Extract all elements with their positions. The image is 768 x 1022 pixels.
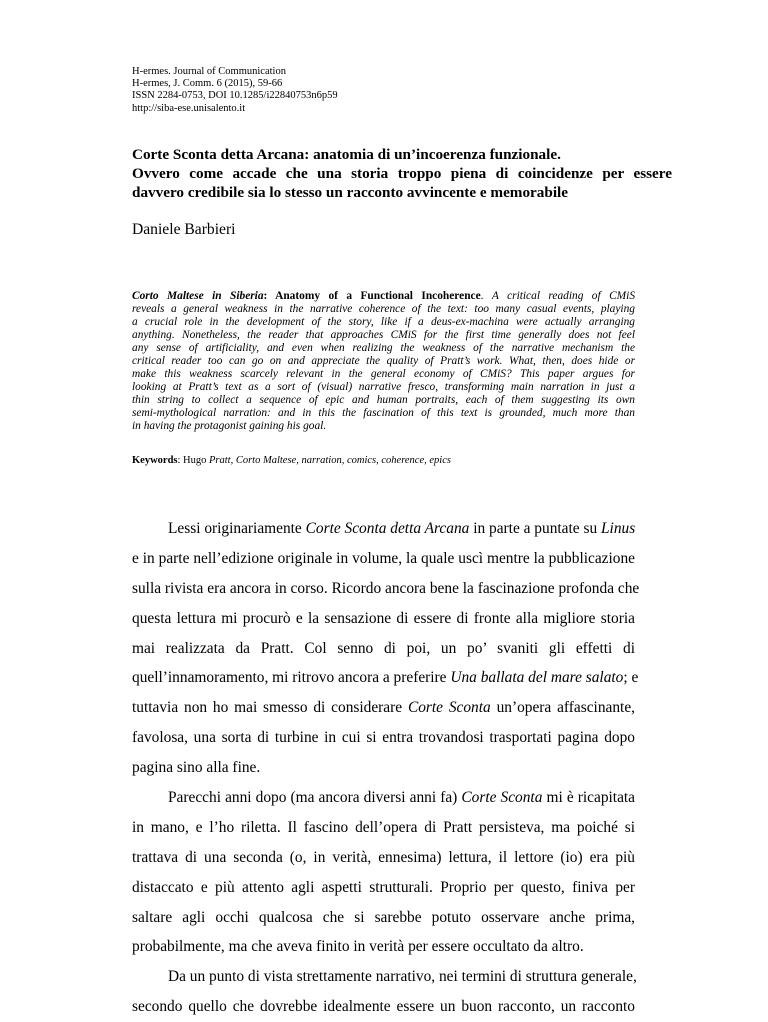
- body-line: pagina sino alla fine.: [132, 759, 261, 777]
- body-line: secondo quello che dovrebbe idealmente essere un buon racconto, un racconto: [132, 998, 635, 1016]
- abstract-line: any sense of artificiality, and even when realizing the weakness of the narrative mechanism the: [132, 342, 635, 355]
- body-line: in mano, e l’ho riletta. Il fascino dell’opera di Pratt persisteva, ma poiché si: [132, 818, 635, 836]
- text-run: mi è ricapitata: [542, 789, 636, 807]
- title-line: Ovvero come accade che una storia troppo piena di coincidenze per essere: [132, 165, 672, 183]
- body-text: [132, 514, 640, 1022]
- body-line: [132, 693, 635, 723]
- text-run: Lessi originariamente: [168, 520, 306, 537]
- abstract-line: make this weakness scarcely relevant in the general economy of CMiS? This paper argues for: [132, 368, 635, 381]
- body-line: saltare agli occhi qualcosa che si sarebbe potuto osservare anche prima,: [132, 908, 635, 926]
- issn-doi: ISSN 2284-0753, DOI 10.1285/i22840753n6p59: [132, 90, 338, 102]
- abstract-line: semi-mythological narration: and in this the fascination of this text is grounded, much more than: [132, 407, 635, 420]
- body-line: mai realizzata da Pratt. Col senno di poi, un po’ svaniti gli effetti di: [132, 639, 635, 657]
- abstract-line: a crucial role in the development of the story, like if a deus-ex-machina were actually arranging: [132, 316, 635, 329]
- body-line: favolosa, una sorta di turbine in cui si entra trovandosi trasportati pagina dopo: [132, 729, 635, 747]
- title-line: davvero credibile sia lo stesso un racconto avvincente e memorabile: [132, 184, 569, 202]
- abstract-line: anything. Nonetheless, the reader that approaches CMiS for the first time generally does not feel: [132, 329, 635, 342]
- abstract-line: reveals a general weakness in the narrative coherence of the text: too many casual events, playing: [132, 303, 635, 316]
- abstract-line: thin string to collect a sequence of epic and human portraits, each of them suggesting its own: [132, 394, 635, 407]
- abstract-line: critical reader too can go on and appreciate the quality of Pratt’s work. What, then, does hide or: [132, 355, 635, 368]
- body-line: trattava di una seconda (o, in verità, ennesima) lettura, il lettore (io) era più: [132, 848, 635, 866]
- text-run: tuttavia non ho mai smesso di considerare: [132, 699, 408, 717]
- body-line: [132, 663, 639, 693]
- abstract-lead-dot: .: [480, 290, 492, 302]
- paper-title: [132, 145, 672, 203]
- keywords-label: Keywords: [132, 455, 178, 466]
- body-line: sulla rivista era ancora in corso. Ricordo ancora bene la fascinazione profonda che: [132, 579, 640, 597]
- italic-title: Linus: [601, 520, 636, 537]
- journal-url[interactable]: http://siba-ese.unisalento.it: [132, 102, 246, 114]
- italic-title: Una ballata del mare salato: [450, 669, 624, 687]
- text-run: in parte a puntate su: [469, 520, 601, 537]
- body-line: questa lettura mi procurò e la sensazione di essere di fronte alla migliore storia: [132, 609, 635, 627]
- body-line: Da un punto di vista strettamente narrativo, nei termini di struttura generale,: [168, 968, 637, 986]
- italic-title: Corte Sconta: [461, 789, 543, 807]
- keywords-sep: : Hugo: [177, 455, 209, 466]
- text-run: quell’innamoramento, mi ritrovo ancora a preferire: [132, 669, 451, 687]
- abstract: [132, 290, 635, 434]
- italic-title: Corte Sconta: [407, 699, 491, 717]
- journal-header: [132, 66, 338, 115]
- keywords: [132, 454, 451, 467]
- abstract-line: [132, 290, 635, 303]
- text-run: un’opera affascinante,: [490, 699, 636, 717]
- italic-title: Corte Sconta detta Arcana: [305, 520, 470, 537]
- body-line: [132, 514, 635, 544]
- abstract-line: looking at Pratt’s text as a sort of (visual) narrative fresco, transforming main narration in just a: [132, 381, 635, 394]
- text-run: Parecchi anni dopo (ma ancora diversi anni fa): [168, 789, 462, 807]
- text-run: ; e: [623, 669, 639, 687]
- journal-name: H-ermes. Journal of Communication: [132, 66, 286, 77]
- body-line: [132, 783, 635, 813]
- body-line: e in parte nell’edizione originale in volume, la quale uscì mentre la pubblicazione: [132, 549, 635, 567]
- abstract-line: in having the protagonist gaining his goal.: [132, 420, 327, 433]
- author-name: Daniele Barbieri: [132, 221, 236, 238]
- abstract-text: A critical reading of CMiS: [491, 290, 636, 302]
- abstract-english-title: Corto Maltese in Siberia: [132, 290, 264, 302]
- body-line: probabilmente, ma che aveva finito in verità per essere occultato da altro.: [132, 938, 584, 956]
- title-line: Corte Sconta detta Arcana: anatomia di un’incoerenza funzionale.: [132, 146, 561, 163]
- journal-citation: H-ermes, J. Comm. 6 (2015), 59-66: [132, 78, 283, 90]
- abstract-english-title-rest: : Anatomy of a Functional Incoherence: [263, 290, 481, 302]
- keywords-values: Pratt, Corto Maltese, narration, comics, coherence, epics: [209, 455, 451, 466]
- body-line: distaccato e più attento agli aspetti strutturali. Proprio per questo, finiva per: [132, 878, 635, 896]
